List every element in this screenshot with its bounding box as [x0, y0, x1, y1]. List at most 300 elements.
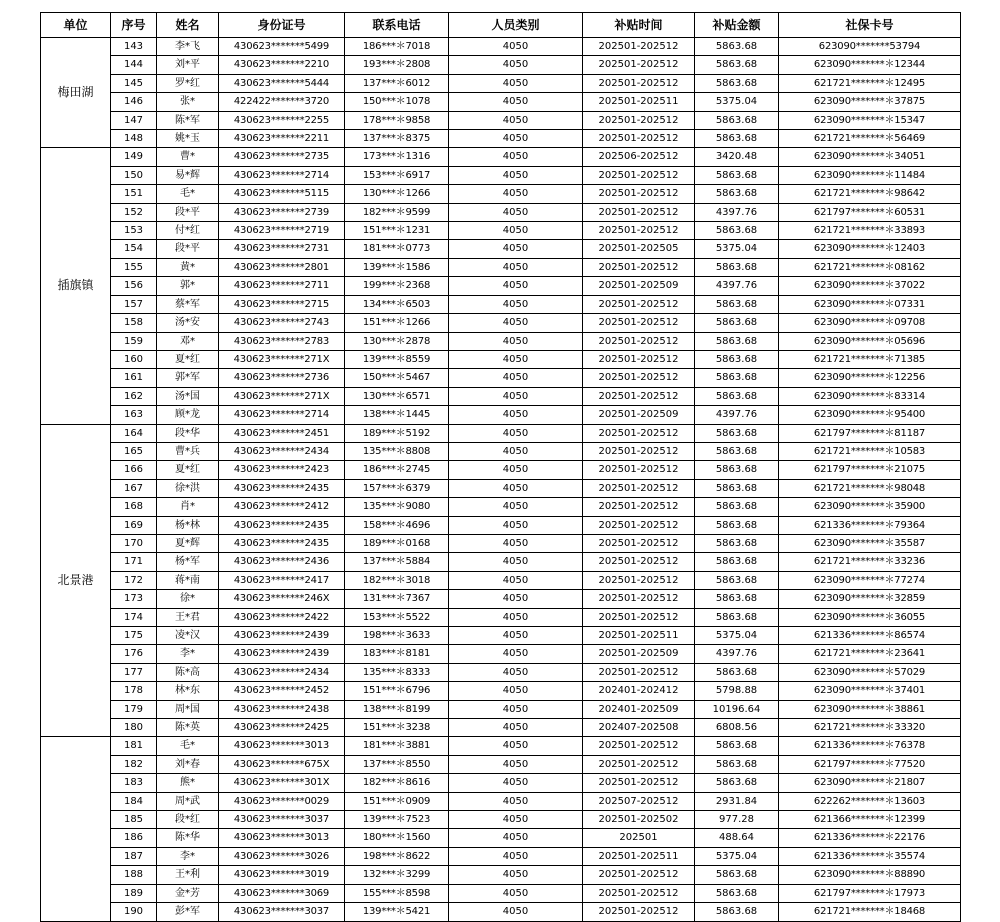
table-row — [41, 553, 961, 571]
period-cell: 202501-202512 — [583, 314, 695, 332]
phone-cell: 183***＊8181 — [345, 645, 449, 663]
card-cell: 621721*******＊33893 — [779, 222, 961, 240]
period-cell: 202501-202502 — [583, 811, 695, 829]
category-cell: 4050 — [449, 111, 583, 129]
phone-cell: 135***＊8333 — [345, 663, 449, 681]
amount-cell: 5863.68 — [695, 258, 779, 276]
amount-cell: 4397.76 — [695, 203, 779, 221]
id-cell: 430623*******2451 — [219, 424, 345, 442]
amount-cell: 4397.76 — [695, 406, 779, 424]
name-cell: 顾*龙 — [157, 406, 219, 424]
phone-cell: 138***＊1445 — [345, 406, 449, 424]
phone-cell: 131***＊7367 — [345, 590, 449, 608]
table-row — [41, 258, 961, 276]
phone-cell: 153***＊6917 — [345, 166, 449, 184]
name-cell: 周*国 — [157, 700, 219, 718]
table-row — [41, 442, 961, 460]
name-cell: 汤*安 — [157, 314, 219, 332]
seq-cell: 187 — [111, 847, 157, 865]
category-cell: 4050 — [449, 811, 583, 829]
name-cell: 陈*华 — [157, 829, 219, 847]
amount-cell: 5863.68 — [695, 534, 779, 552]
table-row — [41, 332, 961, 350]
name-cell: 杨*林 — [157, 516, 219, 534]
phone-cell: 180***＊1560 — [345, 829, 449, 847]
seq-cell: 167 — [111, 479, 157, 497]
name-cell: 陈*军 — [157, 111, 219, 129]
period-cell: 202501-202512 — [583, 185, 695, 203]
amount-cell: 488.64 — [695, 829, 779, 847]
card-cell: 621721*******＊98642 — [779, 185, 961, 203]
amount-cell: 5863.68 — [695, 295, 779, 313]
card-cell: 623090*******＊15347 — [779, 111, 961, 129]
seq-cell: 180 — [111, 719, 157, 737]
id-cell: 430623*******2735 — [219, 148, 345, 166]
phone-cell: 181***＊0773 — [345, 240, 449, 258]
table-row — [41, 829, 961, 847]
phone-cell: 130***＊2878 — [345, 332, 449, 350]
seq-cell: 184 — [111, 792, 157, 810]
phone-cell: 151***＊6796 — [345, 682, 449, 700]
period-cell: 202501-202512 — [583, 350, 695, 368]
period-cell: 202501-202512 — [583, 498, 695, 516]
seq-cell: 179 — [111, 700, 157, 718]
seq-cell: 154 — [111, 240, 157, 258]
seq-cell: 166 — [111, 461, 157, 479]
card-cell: 621721*******＊18468 — [779, 903, 961, 921]
name-cell: 陈*英 — [157, 719, 219, 737]
amount-cell: 5863.68 — [695, 516, 779, 534]
id-cell: 430623*******3069 — [219, 884, 345, 902]
amount-cell: 5375.04 — [695, 627, 779, 645]
amount-cell: 4397.76 — [695, 645, 779, 663]
phone-cell: 139***＊8559 — [345, 350, 449, 368]
id-cell: 430623*******2715 — [219, 295, 345, 313]
id-cell: 430623*******271X — [219, 350, 345, 368]
name-cell: 李*飞 — [157, 38, 219, 56]
amount-cell: 5863.68 — [695, 903, 779, 921]
seq-cell: 161 — [111, 369, 157, 387]
id-cell: 430623*******675X — [219, 755, 345, 773]
card-cell: 623090*******＊57029 — [779, 663, 961, 681]
seq-cell: 174 — [111, 608, 157, 626]
id-cell: 430623*******2436 — [219, 553, 345, 571]
table-row — [41, 461, 961, 479]
table-row — [41, 406, 961, 424]
id-cell: 430623*******2255 — [219, 111, 345, 129]
seq-cell: 170 — [111, 534, 157, 552]
name-cell: 付*红 — [157, 222, 219, 240]
period-cell: 202501-202512 — [583, 903, 695, 921]
period-cell: 202501-202509 — [583, 645, 695, 663]
phone-cell: 173***＊1316 — [345, 148, 449, 166]
id-cell: 422422*******3720 — [219, 93, 345, 111]
card-cell: 623090*******＊35587 — [779, 534, 961, 552]
table-row — [41, 130, 961, 148]
phone-cell: 151***＊0909 — [345, 792, 449, 810]
table-row — [41, 516, 961, 534]
id-cell: 430623*******5499 — [219, 38, 345, 56]
id-cell: 430623*******2210 — [219, 56, 345, 74]
id-cell: 430623*******3037 — [219, 903, 345, 921]
seq-cell: 186 — [111, 829, 157, 847]
category-cell: 4050 — [449, 332, 583, 350]
amount-cell: 4397.76 — [695, 277, 779, 295]
name-cell: 王*利 — [157, 866, 219, 884]
table-row — [41, 369, 961, 387]
seq-cell: 157 — [111, 295, 157, 313]
card-cell: 623090*******＊12256 — [779, 369, 961, 387]
seq-cell: 144 — [111, 56, 157, 74]
period-cell: 202501-202511 — [583, 627, 695, 645]
phone-cell: 139***＊5421 — [345, 903, 449, 921]
table-row — [41, 166, 961, 184]
period-cell: 202501-202509 — [583, 277, 695, 295]
phone-cell: 139***＊7523 — [345, 811, 449, 829]
amount-cell: 5863.68 — [695, 332, 779, 350]
card-cell: 623090*******＊83314 — [779, 387, 961, 405]
id-cell: 430623*******2439 — [219, 645, 345, 663]
id-cell: 430623*******5115 — [219, 185, 345, 203]
seq-cell: 181 — [111, 737, 157, 755]
id-cell: 430623*******5444 — [219, 74, 345, 92]
table-row — [41, 571, 961, 589]
id-cell: 430623*******2743 — [219, 314, 345, 332]
name-cell: 蔡*军 — [157, 295, 219, 313]
phone-cell: 138***＊8199 — [345, 700, 449, 718]
id-cell: 430623*******2423 — [219, 461, 345, 479]
category-cell: 4050 — [449, 645, 583, 663]
category-cell: 4050 — [449, 866, 583, 884]
name-cell: 邓* — [157, 332, 219, 350]
seq-cell: 150 — [111, 166, 157, 184]
name-cell: 段*红 — [157, 811, 219, 829]
card-cell: 621721*******＊98048 — [779, 479, 961, 497]
phone-cell: 186***＊2745 — [345, 461, 449, 479]
amount-cell: 10196.64 — [695, 700, 779, 718]
amount-cell: 6808.56 — [695, 719, 779, 737]
id-cell: 430623*******2739 — [219, 203, 345, 221]
seq-cell: 185 — [111, 811, 157, 829]
seq-cell: 156 — [111, 277, 157, 295]
category-cell: 4050 — [449, 185, 583, 203]
period-cell: 202407-202508 — [583, 719, 695, 737]
seq-cell: 155 — [111, 258, 157, 276]
phone-cell: 137***＊8375 — [345, 130, 449, 148]
name-cell: 王*君 — [157, 608, 219, 626]
name-cell: 徐* — [157, 590, 219, 608]
seq-cell: 190 — [111, 903, 157, 921]
category-cell: 4050 — [449, 56, 583, 74]
card-cell: 623090*******＊34051 — [779, 148, 961, 166]
id-cell: 430623*******2435 — [219, 479, 345, 497]
period-cell: 202501-202511 — [583, 93, 695, 111]
period-cell: 202501-202511 — [583, 847, 695, 865]
amount-cell: 5863.68 — [695, 442, 779, 460]
subsidy-table-container — [40, 12, 960, 922]
name-cell: 曹* — [157, 148, 219, 166]
table-row — [41, 682, 961, 700]
period-cell: 202501-202512 — [583, 56, 695, 74]
category-cell: 4050 — [449, 222, 583, 240]
category-cell: 4050 — [449, 847, 583, 865]
table-row — [41, 719, 961, 737]
period-cell: 202401-202412 — [583, 682, 695, 700]
card-cell: 621721*******＊33236 — [779, 553, 961, 571]
category-cell: 4050 — [449, 203, 583, 221]
period-cell: 202501-202512 — [583, 608, 695, 626]
column-header-period: 补贴时间 — [583, 13, 695, 38]
card-cell: 621336*******＊22176 — [779, 829, 961, 847]
id-cell: 430623*******2714 — [219, 406, 345, 424]
seq-cell: 177 — [111, 663, 157, 681]
amount-cell: 5863.68 — [695, 424, 779, 442]
category-cell: 4050 — [449, 719, 583, 737]
phone-cell: 178***＊9858 — [345, 111, 449, 129]
card-cell: 623090*******＊09708 — [779, 314, 961, 332]
table-header-row — [41, 13, 961, 38]
table-row — [41, 314, 961, 332]
card-cell: 621797*******＊77520 — [779, 755, 961, 773]
category-cell: 4050 — [449, 314, 583, 332]
phone-cell: 199***＊2368 — [345, 277, 449, 295]
category-cell: 4050 — [449, 74, 583, 92]
amount-cell: 5863.68 — [695, 38, 779, 56]
table-row — [41, 774, 961, 792]
period-cell: 202501 — [583, 829, 695, 847]
id-cell: 430623*******3026 — [219, 847, 345, 865]
name-cell: 杨*军 — [157, 553, 219, 571]
seq-cell: 188 — [111, 866, 157, 884]
phone-cell: 137***＊6012 — [345, 74, 449, 92]
card-cell: 623090*******＊12403 — [779, 240, 961, 258]
amount-cell: 5375.04 — [695, 847, 779, 865]
category-cell: 4050 — [449, 406, 583, 424]
column-header-phone: 联系电话 — [345, 13, 449, 38]
table-row — [41, 38, 961, 56]
amount-cell: 5863.68 — [695, 369, 779, 387]
seq-cell: 171 — [111, 553, 157, 571]
category-cell: 4050 — [449, 295, 583, 313]
phone-cell: 158***＊4696 — [345, 516, 449, 534]
id-cell: 430623*******3013 — [219, 737, 345, 755]
seq-cell: 175 — [111, 627, 157, 645]
card-cell: 621797*******＊81187 — [779, 424, 961, 442]
table-row — [41, 295, 961, 313]
name-cell: 夏*辉 — [157, 534, 219, 552]
phone-cell: 155***＊8598 — [345, 884, 449, 902]
amount-cell: 5863.68 — [695, 884, 779, 902]
table-row — [41, 884, 961, 902]
name-cell: 易*辉 — [157, 166, 219, 184]
card-cell: 623090*******＊77274 — [779, 571, 961, 589]
amount-cell: 5863.68 — [695, 590, 779, 608]
card-cell: 621721*******＊71385 — [779, 350, 961, 368]
category-cell: 4050 — [449, 682, 583, 700]
phone-cell: 153***＊5522 — [345, 608, 449, 626]
seq-cell: 162 — [111, 387, 157, 405]
card-cell: 623090*******＊38861 — [779, 700, 961, 718]
card-cell: 621721*******＊12495 — [779, 74, 961, 92]
seq-cell: 172 — [111, 571, 157, 589]
id-cell: 430623*******2211 — [219, 130, 345, 148]
seq-cell: 149 — [111, 148, 157, 166]
category-cell: 4050 — [449, 553, 583, 571]
name-cell: 刘*平 — [157, 56, 219, 74]
phone-cell: 193***＊2808 — [345, 56, 449, 74]
phone-cell: 182***＊3018 — [345, 571, 449, 589]
id-cell: 430623*******2736 — [219, 369, 345, 387]
id-cell: 430623*******2783 — [219, 332, 345, 350]
category-cell: 4050 — [449, 148, 583, 166]
card-cell: 623090*******＊88890 — [779, 866, 961, 884]
name-cell: 林*东 — [157, 682, 219, 700]
period-cell: 202501-202512 — [583, 461, 695, 479]
amount-cell: 5863.68 — [695, 553, 779, 571]
period-cell: 202501-202512 — [583, 884, 695, 902]
card-cell: 623090*******＊35900 — [779, 498, 961, 516]
name-cell: 周*武 — [157, 792, 219, 810]
amount-cell: 2931.84 — [695, 792, 779, 810]
table-row — [41, 93, 961, 111]
id-cell: 430623*******2711 — [219, 277, 345, 295]
period-cell: 202501-202512 — [583, 130, 695, 148]
amount-cell: 5863.68 — [695, 74, 779, 92]
name-cell: 张* — [157, 93, 219, 111]
amount-cell: 5863.68 — [695, 166, 779, 184]
phone-cell: 189***＊0168 — [345, 534, 449, 552]
id-cell: 430623*******2434 — [219, 442, 345, 460]
phone-cell: 137***＊5884 — [345, 553, 449, 571]
amount-cell: 5863.68 — [695, 608, 779, 626]
amount-cell: 5798.88 — [695, 682, 779, 700]
card-cell: 621336*******＊86574 — [779, 627, 961, 645]
phone-cell: 150***＊5467 — [345, 369, 449, 387]
amount-cell: 5863.68 — [695, 56, 779, 74]
id-cell: 430623*******2435 — [219, 516, 345, 534]
category-cell: 4050 — [449, 627, 583, 645]
table-row — [41, 479, 961, 497]
phone-cell: 186***＊7018 — [345, 38, 449, 56]
period-cell: 202501-202512 — [583, 737, 695, 755]
card-cell: 621721*******＊08162 — [779, 258, 961, 276]
amount-cell: 5375.04 — [695, 240, 779, 258]
card-cell: 623090*******＊07331 — [779, 295, 961, 313]
table-row — [41, 111, 961, 129]
column-header-seq: 序号 — [111, 13, 157, 38]
name-cell: 金*芳 — [157, 884, 219, 902]
id-cell: 430623*******3019 — [219, 866, 345, 884]
table-row — [41, 277, 961, 295]
table-row — [41, 645, 961, 663]
category-cell: 4050 — [449, 755, 583, 773]
seq-cell: 151 — [111, 185, 157, 203]
category-cell: 4050 — [449, 737, 583, 755]
category-cell: 4050 — [449, 424, 583, 442]
card-cell: 623090*******＊32859 — [779, 590, 961, 608]
period-cell: 202501-202512 — [583, 387, 695, 405]
period-cell: 202501-202512 — [583, 258, 695, 276]
amount-cell: 5863.68 — [695, 663, 779, 681]
table-row — [41, 534, 961, 552]
category-cell: 4050 — [449, 442, 583, 460]
table-row — [41, 203, 961, 221]
category-cell: 4050 — [449, 369, 583, 387]
table-row — [41, 663, 961, 681]
id-cell: 430623*******2731 — [219, 240, 345, 258]
phone-cell: 135***＊9080 — [345, 498, 449, 516]
category-cell: 4050 — [449, 534, 583, 552]
table-row — [41, 387, 961, 405]
column-header-amount: 补贴金额 — [695, 13, 779, 38]
table-row — [41, 148, 961, 166]
card-cell: 621721*******＊56469 — [779, 130, 961, 148]
period-cell: 202507-202512 — [583, 792, 695, 810]
category-cell: 4050 — [449, 829, 583, 847]
seq-cell: 189 — [111, 884, 157, 902]
name-cell: 段*华 — [157, 424, 219, 442]
amount-cell: 5863.68 — [695, 479, 779, 497]
card-cell: 621721*******＊23641 — [779, 645, 961, 663]
unit-cell — [41, 737, 111, 921]
period-cell: 202501-202512 — [583, 534, 695, 552]
category-cell: 4050 — [449, 516, 583, 534]
phone-cell: 137***＊8550 — [345, 755, 449, 773]
period-cell: 202501-202512 — [583, 222, 695, 240]
period-cell: 202501-202512 — [583, 553, 695, 571]
name-cell: 姚*玉 — [157, 130, 219, 148]
id-cell: 430623*******2435 — [219, 534, 345, 552]
card-cell: 623090*******＊37022 — [779, 277, 961, 295]
name-cell: 陈*高 — [157, 663, 219, 681]
phone-cell: 151***＊1231 — [345, 222, 449, 240]
column-header-unit: 单位 — [41, 13, 111, 38]
name-cell: 凌*汉 — [157, 627, 219, 645]
phone-cell: 151***＊1266 — [345, 314, 449, 332]
card-cell: 621797*******＊60531 — [779, 203, 961, 221]
card-cell: 622262*******＊13603 — [779, 792, 961, 810]
phone-cell: 182***＊8616 — [345, 774, 449, 792]
name-cell: 毛* — [157, 737, 219, 755]
column-header-category: 人员类别 — [449, 13, 583, 38]
seq-cell: 183 — [111, 774, 157, 792]
seq-cell: 165 — [111, 442, 157, 460]
amount-cell: 5863.68 — [695, 314, 779, 332]
name-cell: 段*平 — [157, 240, 219, 258]
category-cell: 4050 — [449, 608, 583, 626]
table-row — [41, 590, 961, 608]
card-cell: 623090*******＊37875 — [779, 93, 961, 111]
seq-cell: 148 — [111, 130, 157, 148]
card-cell: 621721*******＊10583 — [779, 442, 961, 460]
id-cell: 430623*******2425 — [219, 719, 345, 737]
period-cell: 202501-202512 — [583, 38, 695, 56]
seq-cell: 145 — [111, 74, 157, 92]
amount-cell: 5863.68 — [695, 774, 779, 792]
table-row — [41, 56, 961, 74]
period-cell: 202506-202512 — [583, 148, 695, 166]
amount-cell: 5863.68 — [695, 737, 779, 755]
phone-cell: 139***＊1586 — [345, 258, 449, 276]
phone-cell: 181***＊3881 — [345, 737, 449, 755]
amount-cell: 5863.68 — [695, 130, 779, 148]
id-cell: 430623*******2801 — [219, 258, 345, 276]
period-cell: 202501-202505 — [583, 240, 695, 258]
seq-cell: 168 — [111, 498, 157, 516]
name-cell: 蒋*南 — [157, 571, 219, 589]
card-cell: 621797*******＊21075 — [779, 461, 961, 479]
name-cell: 黄* — [157, 258, 219, 276]
